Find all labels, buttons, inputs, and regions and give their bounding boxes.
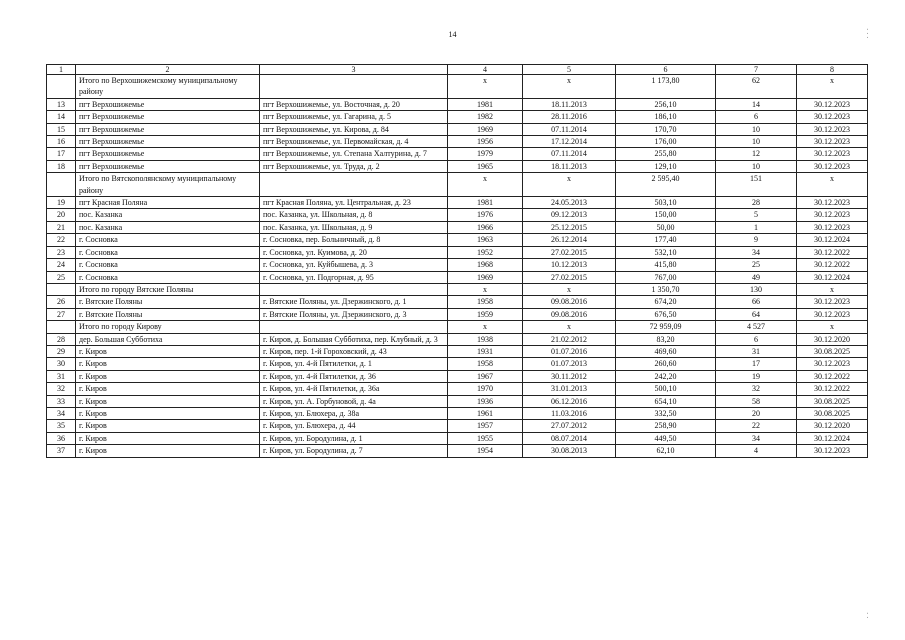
year-built-cell: 1955 [448, 432, 523, 444]
address-cell: г. Киров, ул. 4-й Пятилетки, д. 36а [260, 383, 448, 395]
table-row [47, 420, 868, 432]
year-built-cell: 1961 [448, 407, 523, 419]
settlement-cell: г. Вятские Поляны [76, 308, 260, 320]
resettlement-deadline-cell: 30.12.2023 [797, 221, 868, 233]
residents-cell: 4 [716, 445, 797, 457]
table-row [47, 136, 868, 148]
resettlement-deadline-cell: 30.12.2023 [797, 98, 868, 110]
resettlement-deadline-cell: 30.12.2023 [797, 123, 868, 135]
column-number: 4 [448, 65, 523, 75]
settlement-cell: пос. Казанка [76, 221, 260, 233]
column-number: 2 [76, 65, 260, 75]
address-cell: пос. Казанка, ул. Школьная, д. 9 [260, 221, 448, 233]
settlement-cell: пгт Верхошижемье [76, 111, 260, 123]
address-cell: г. Вятские Поляны, ул. Дзержинского, д. 3 [260, 308, 448, 320]
residents-cell: 14 [716, 98, 797, 110]
residents-cell: 20 [716, 407, 797, 419]
row-number-cell: 25 [47, 271, 76, 283]
row-number-cell: 17 [47, 148, 76, 160]
year-built-cell: 1982 [448, 111, 523, 123]
row-number-cell: 29 [47, 345, 76, 357]
year-built-cell: 1981 [448, 98, 523, 110]
area-cell: 1 350,70 [616, 283, 716, 295]
settlement-cell: дер. Большая Субботиха [76, 333, 260, 345]
resettlement-deadline-cell: 30.12.2024 [797, 271, 868, 283]
address-cell: г. Вятские Поляны, ул. Дзержинского, д. 1 [260, 296, 448, 308]
settlement-cell: г. Киров [76, 445, 260, 457]
residents-cell: 66 [716, 296, 797, 308]
settlement-cell: г. Киров [76, 432, 260, 444]
address-cell: пгт Красная Поляна, ул. Центральная, д. 23 [260, 197, 448, 209]
row-number-cell: 27 [47, 308, 76, 320]
row-number-cell: 32 [47, 383, 76, 395]
row-number-cell: 19 [47, 197, 76, 209]
subtotal-row [47, 321, 868, 333]
area-cell: 2 595,40 [616, 173, 716, 197]
table-row [47, 221, 868, 233]
row-number-cell: 13 [47, 98, 76, 110]
table-row [47, 197, 868, 209]
resettlement-deadline-cell: 30.12.2023 [797, 308, 868, 320]
area-cell: 415,80 [616, 259, 716, 271]
settlement-cell: пос. Казанка [76, 209, 260, 221]
year-built-cell: 1958 [448, 296, 523, 308]
resettlement-deadline-cell: 30.12.2023 [797, 197, 868, 209]
year-built-cell: 1956 [448, 136, 523, 148]
emergency-date-cell: 25.12.2015 [523, 221, 616, 233]
table-row [47, 308, 868, 320]
year-built-cell: 1966 [448, 221, 523, 233]
emergency-date-cell: 18.11.2013 [523, 160, 616, 172]
address-cell: г. Киров, д. Большая Субботиха, пер. Клубный, д. 3 [260, 333, 448, 345]
residents-cell: 5 [716, 209, 797, 221]
table-row [47, 333, 868, 345]
resettlement-deadline-cell: 30.12.2023 [797, 445, 868, 457]
emergency-date-cell: 27.02.2015 [523, 271, 616, 283]
table-row [47, 271, 868, 283]
column-number: 3 [260, 65, 448, 75]
residents-cell: 49 [716, 271, 797, 283]
emergency-date-cell: 09.08.2016 [523, 308, 616, 320]
resettlement-deadline-cell: 30.12.2023 [797, 160, 868, 172]
emergency-date-cell: 30.08.2013 [523, 445, 616, 457]
year-built-cell: 1970 [448, 383, 523, 395]
settlement-cell: г. Киров [76, 345, 260, 357]
settlement-cell: г. Вятские Поляны [76, 296, 260, 308]
resettlement-deadline-cell: 30.08.2025 [797, 395, 868, 407]
emergency-date-cell: x [523, 75, 616, 99]
resettlement-deadline-cell: 30.12.2020 [797, 333, 868, 345]
address-cell [260, 173, 448, 197]
emergency-date-cell: 30.11.2012 [523, 370, 616, 382]
area-cell: 176,00 [616, 136, 716, 148]
residents-cell: 9 [716, 234, 797, 246]
residents-cell: 34 [716, 432, 797, 444]
table-row [47, 111, 868, 123]
row-number-cell: 18 [47, 160, 76, 172]
table-row [47, 160, 868, 172]
subtotal-row [47, 173, 868, 197]
residents-cell: 151 [716, 173, 797, 197]
table-row [47, 370, 868, 382]
settlement-cell: г. Киров [76, 407, 260, 419]
resettlement-deadline-cell: x [797, 173, 868, 197]
year-built-cell: 1967 [448, 370, 523, 382]
residents-cell: 64 [716, 308, 797, 320]
address-cell: г. Сосновка, ул. Подгорная, д. 95 [260, 271, 448, 283]
residents-cell: 19 [716, 370, 797, 382]
area-cell: 1 173,80 [616, 75, 716, 99]
address-cell: г. Киров, ул. А. Горбуновой, д. 4а [260, 395, 448, 407]
resettlement-deadline-cell: 30.12.2022 [797, 383, 868, 395]
residents-cell: 12 [716, 148, 797, 160]
resettlement-deadline-cell: 30.12.2022 [797, 259, 868, 271]
housing-register-table [46, 64, 868, 458]
table-row [47, 345, 868, 357]
resettlement-deadline-cell: 30.08.2025 [797, 407, 868, 419]
resettlement-deadline-cell: 30.12.2024 [797, 432, 868, 444]
area-cell: 186,10 [616, 111, 716, 123]
emergency-date-cell: 27.02.2015 [523, 246, 616, 258]
row-number-cell: 23 [47, 246, 76, 258]
area-cell: 170,70 [616, 123, 716, 135]
year-built-cell: 1969 [448, 123, 523, 135]
area-cell: 150,00 [616, 209, 716, 221]
column-number: 8 [797, 65, 868, 75]
year-built-cell: 1969 [448, 271, 523, 283]
address-cell: г. Киров, ул. Бородулина, д. 7 [260, 445, 448, 457]
area-cell: 242,20 [616, 370, 716, 382]
row-number-cell: 16 [47, 136, 76, 148]
year-built-cell: 1952 [448, 246, 523, 258]
row-number-cell: 22 [47, 234, 76, 246]
table-row [47, 383, 868, 395]
residents-cell: 31 [716, 345, 797, 357]
table-row [47, 148, 868, 160]
emergency-date-cell: x [523, 321, 616, 333]
table-row [47, 209, 868, 221]
emergency-date-cell: 17.12.2014 [523, 136, 616, 148]
emergency-date-cell: 27.07.2012 [523, 420, 616, 432]
resettlement-deadline-cell: 30.12.2023 [797, 296, 868, 308]
year-built-cell: 1954 [448, 445, 523, 457]
emergency-date-cell: 10.12.2013 [523, 259, 616, 271]
emergency-date-cell: 18.11.2013 [523, 98, 616, 110]
settlement-cell: г. Сосновка [76, 271, 260, 283]
row-number-cell: 20 [47, 209, 76, 221]
address-cell: пгт Верхошижемье, ул. Первомайская, д. 4 [260, 136, 448, 148]
address-cell: г. Сосновка, пер. Больничный, д. 8 [260, 234, 448, 246]
column-number: 7 [716, 65, 797, 75]
emergency-date-cell: 06.12.2016 [523, 395, 616, 407]
settlement-cell: пгт Верхошижемье [76, 148, 260, 160]
table-row [47, 123, 868, 135]
year-built-cell: 1931 [448, 345, 523, 357]
settlement-cell: г. Киров [76, 383, 260, 395]
resettlement-deadline-cell: x [797, 321, 868, 333]
area-cell: 72 959,09 [616, 321, 716, 333]
residents-cell: 10 [716, 123, 797, 135]
resettlement-deadline-cell: 30.12.2024 [797, 234, 868, 246]
settlement-cell: Итого по городу Кирову [76, 321, 260, 333]
area-cell: 255,80 [616, 148, 716, 160]
residents-cell: 58 [716, 395, 797, 407]
area-cell: 50,00 [616, 221, 716, 233]
row-number-cell [47, 321, 76, 333]
area-cell: 767,00 [616, 271, 716, 283]
row-number-cell: 28 [47, 333, 76, 345]
year-built-cell: 1938 [448, 333, 523, 345]
emergency-date-cell: 09.08.2016 [523, 296, 616, 308]
area-cell: 503,10 [616, 197, 716, 209]
area-cell: 83,20 [616, 333, 716, 345]
resettlement-deadline-cell: 30.12.2022 [797, 246, 868, 258]
residents-cell: 10 [716, 136, 797, 148]
scan-edge-mark: · · [863, 612, 871, 619]
resettlement-deadline-cell: x [797, 283, 868, 295]
area-cell: 258,90 [616, 420, 716, 432]
area-cell: 129,10 [616, 160, 716, 172]
residents-cell: 32 [716, 383, 797, 395]
resettlement-deadline-cell: 30.12.2023 [797, 209, 868, 221]
emergency-date-cell: 11.03.2016 [523, 407, 616, 419]
address-cell: пгт Верхошижемье, ул. Гагарина, д. 5 [260, 111, 448, 123]
emergency-date-cell: 07.11.2014 [523, 148, 616, 160]
resettlement-deadline-cell: 30.12.2023 [797, 148, 868, 160]
settlement-cell: пгт Красная Поляна [76, 197, 260, 209]
subtotal-row [47, 283, 868, 295]
address-cell: г. Сосновка, ул. Куимова, д. 20 [260, 246, 448, 258]
emergency-date-cell: 08.07.2014 [523, 432, 616, 444]
row-number-cell [47, 283, 76, 295]
row-number-cell: 15 [47, 123, 76, 135]
settlement-cell: г. Сосновка [76, 246, 260, 258]
address-cell: г. Сосновка, ул. Куйбышева, д. 3 [260, 259, 448, 271]
column-number: 6 [616, 65, 716, 75]
year-built-cell: 1958 [448, 358, 523, 370]
residents-cell: 28 [716, 197, 797, 209]
resettlement-deadline-cell: 30.08.2025 [797, 345, 868, 357]
residents-cell: 4 527 [716, 321, 797, 333]
row-number-cell: 24 [47, 259, 76, 271]
row-number-cell: 33 [47, 395, 76, 407]
area-cell: 674,20 [616, 296, 716, 308]
address-cell: пгт Верхошижемье, ул. Труда, д. 2 [260, 160, 448, 172]
column-number: 1 [47, 65, 76, 75]
row-number-cell: 26 [47, 296, 76, 308]
emergency-date-cell: 31.01.2013 [523, 383, 616, 395]
row-number-cell: 36 [47, 432, 76, 444]
residents-cell: 17 [716, 358, 797, 370]
table-row [47, 395, 868, 407]
area-cell: 177,40 [616, 234, 716, 246]
address-cell: г. Киров, пер. 1-й Гороховский, д. 43 [260, 345, 448, 357]
address-cell: пгт Верхошижемье, ул. Степана Халтурина, д. 7 [260, 148, 448, 160]
page-number: 14 [448, 30, 457, 39]
row-number-cell: 31 [47, 370, 76, 382]
resettlement-deadline-cell: 30.12.2023 [797, 136, 868, 148]
area-cell: 332,50 [616, 407, 716, 419]
table-row [47, 259, 868, 271]
settlement-cell: г. Киров [76, 370, 260, 382]
settlement-cell: Итого по Верхошижемскому муниципальному району [76, 75, 260, 99]
year-built-cell: x [448, 283, 523, 295]
residents-cell: 10 [716, 160, 797, 172]
settlement-cell: г. Сосновка [76, 234, 260, 246]
resettlement-deadline-cell: 30.12.2022 [797, 370, 868, 382]
column-number: 5 [523, 65, 616, 75]
resettlement-deadline-cell: x [797, 75, 868, 99]
residents-cell: 6 [716, 333, 797, 345]
residents-cell: 130 [716, 283, 797, 295]
table-row [47, 407, 868, 419]
address-cell: г. Киров, ул. 4-й Пятилетки, д. 36 [260, 370, 448, 382]
year-built-cell: 1976 [448, 209, 523, 221]
row-number-cell: 34 [47, 407, 76, 419]
table-row [47, 445, 868, 457]
address-cell: г. Киров, ул. 4-й Пятилетки, д. 1 [260, 358, 448, 370]
resettlement-deadline-cell: 30.12.2020 [797, 420, 868, 432]
area-cell: 260,60 [616, 358, 716, 370]
resettlement-deadline-cell: 30.12.2023 [797, 358, 868, 370]
emergency-date-cell: 07.11.2014 [523, 123, 616, 135]
table-row [47, 98, 868, 110]
emergency-date-cell: 24.05.2013 [523, 197, 616, 209]
residents-cell: 22 [716, 420, 797, 432]
emergency-date-cell: 21.02.2012 [523, 333, 616, 345]
row-number-cell: 30 [47, 358, 76, 370]
emergency-date-cell: x [523, 173, 616, 197]
year-built-cell: 1979 [448, 148, 523, 160]
residents-cell: 34 [716, 246, 797, 258]
area-cell: 469,60 [616, 345, 716, 357]
year-built-cell: 1957 [448, 420, 523, 432]
settlement-cell: Итого по городу Вятские Поляны [76, 283, 260, 295]
address-cell [260, 283, 448, 295]
residents-cell: 1 [716, 221, 797, 233]
year-built-cell: x [448, 173, 523, 197]
row-number-cell: 14 [47, 111, 76, 123]
area-cell: 449,50 [616, 432, 716, 444]
address-cell [260, 321, 448, 333]
subtotal-row [47, 75, 868, 99]
row-number-cell: 21 [47, 221, 76, 233]
year-built-cell: 1968 [448, 259, 523, 271]
table-row [47, 358, 868, 370]
row-number-cell: 37 [47, 445, 76, 457]
address-cell: пгт Верхошижемье, ул. Восточная, д. 20 [260, 98, 448, 110]
emergency-date-cell: 26.12.2014 [523, 234, 616, 246]
year-built-cell: x [448, 75, 523, 99]
area-cell: 532,10 [616, 246, 716, 258]
settlement-cell: г. Киров [76, 395, 260, 407]
address-cell [260, 75, 448, 99]
emergency-date-cell: 01.07.2013 [523, 358, 616, 370]
address-cell: г. Киров, ул. Блюхера, д. 38а [260, 407, 448, 419]
settlement-cell: г. Киров [76, 358, 260, 370]
area-cell: 256,10 [616, 98, 716, 110]
emergency-date-cell: 09.12.2013 [523, 209, 616, 221]
address-cell: г. Киров, ул. Блюхера, д. 44 [260, 420, 448, 432]
area-cell: 676,50 [616, 308, 716, 320]
column-number-header-row [47, 65, 868, 75]
settlement-cell: пгт Верхошижемье [76, 136, 260, 148]
area-cell: 500,10 [616, 383, 716, 395]
year-built-cell: 1959 [448, 308, 523, 320]
row-number-cell [47, 173, 76, 197]
settlement-cell: пгт Верхошижемье [76, 160, 260, 172]
residents-cell: 25 [716, 259, 797, 271]
table-row [47, 234, 868, 246]
table-row [47, 246, 868, 258]
settlement-cell: пгт Верхошижемье [76, 98, 260, 110]
area-cell: 654,10 [616, 395, 716, 407]
emergency-date-cell: 28.11.2016 [523, 111, 616, 123]
scan-edge-mark: · · · [863, 28, 871, 39]
emergency-date-cell: 01.07.2016 [523, 345, 616, 357]
resettlement-deadline-cell: 30.12.2023 [797, 111, 868, 123]
year-built-cell: 1963 [448, 234, 523, 246]
residents-cell: 6 [716, 111, 797, 123]
address-cell: пос. Казанка, ул. Школьная, д. 8 [260, 209, 448, 221]
address-cell: пгт Верхошижемье, ул. Кирова, д. 84 [260, 123, 448, 135]
settlement-cell: Итого по Вятскополянскому муниципальному району [76, 173, 260, 197]
settlement-cell: пгт Верхошижемье [76, 123, 260, 135]
year-built-cell: x [448, 321, 523, 333]
row-number-cell: 35 [47, 420, 76, 432]
year-built-cell: 1936 [448, 395, 523, 407]
row-number-cell [47, 75, 76, 99]
address-cell: г. Киров, ул. Бородулина, д. 1 [260, 432, 448, 444]
table-row [47, 432, 868, 444]
residents-cell: 62 [716, 75, 797, 99]
year-built-cell: 1965 [448, 160, 523, 172]
settlement-cell: г. Киров [76, 420, 260, 432]
settlement-cell: г. Сосновка [76, 259, 260, 271]
year-built-cell: 1981 [448, 197, 523, 209]
emergency-date-cell: x [523, 283, 616, 295]
table-row [47, 296, 868, 308]
area-cell: 62,10 [616, 445, 716, 457]
